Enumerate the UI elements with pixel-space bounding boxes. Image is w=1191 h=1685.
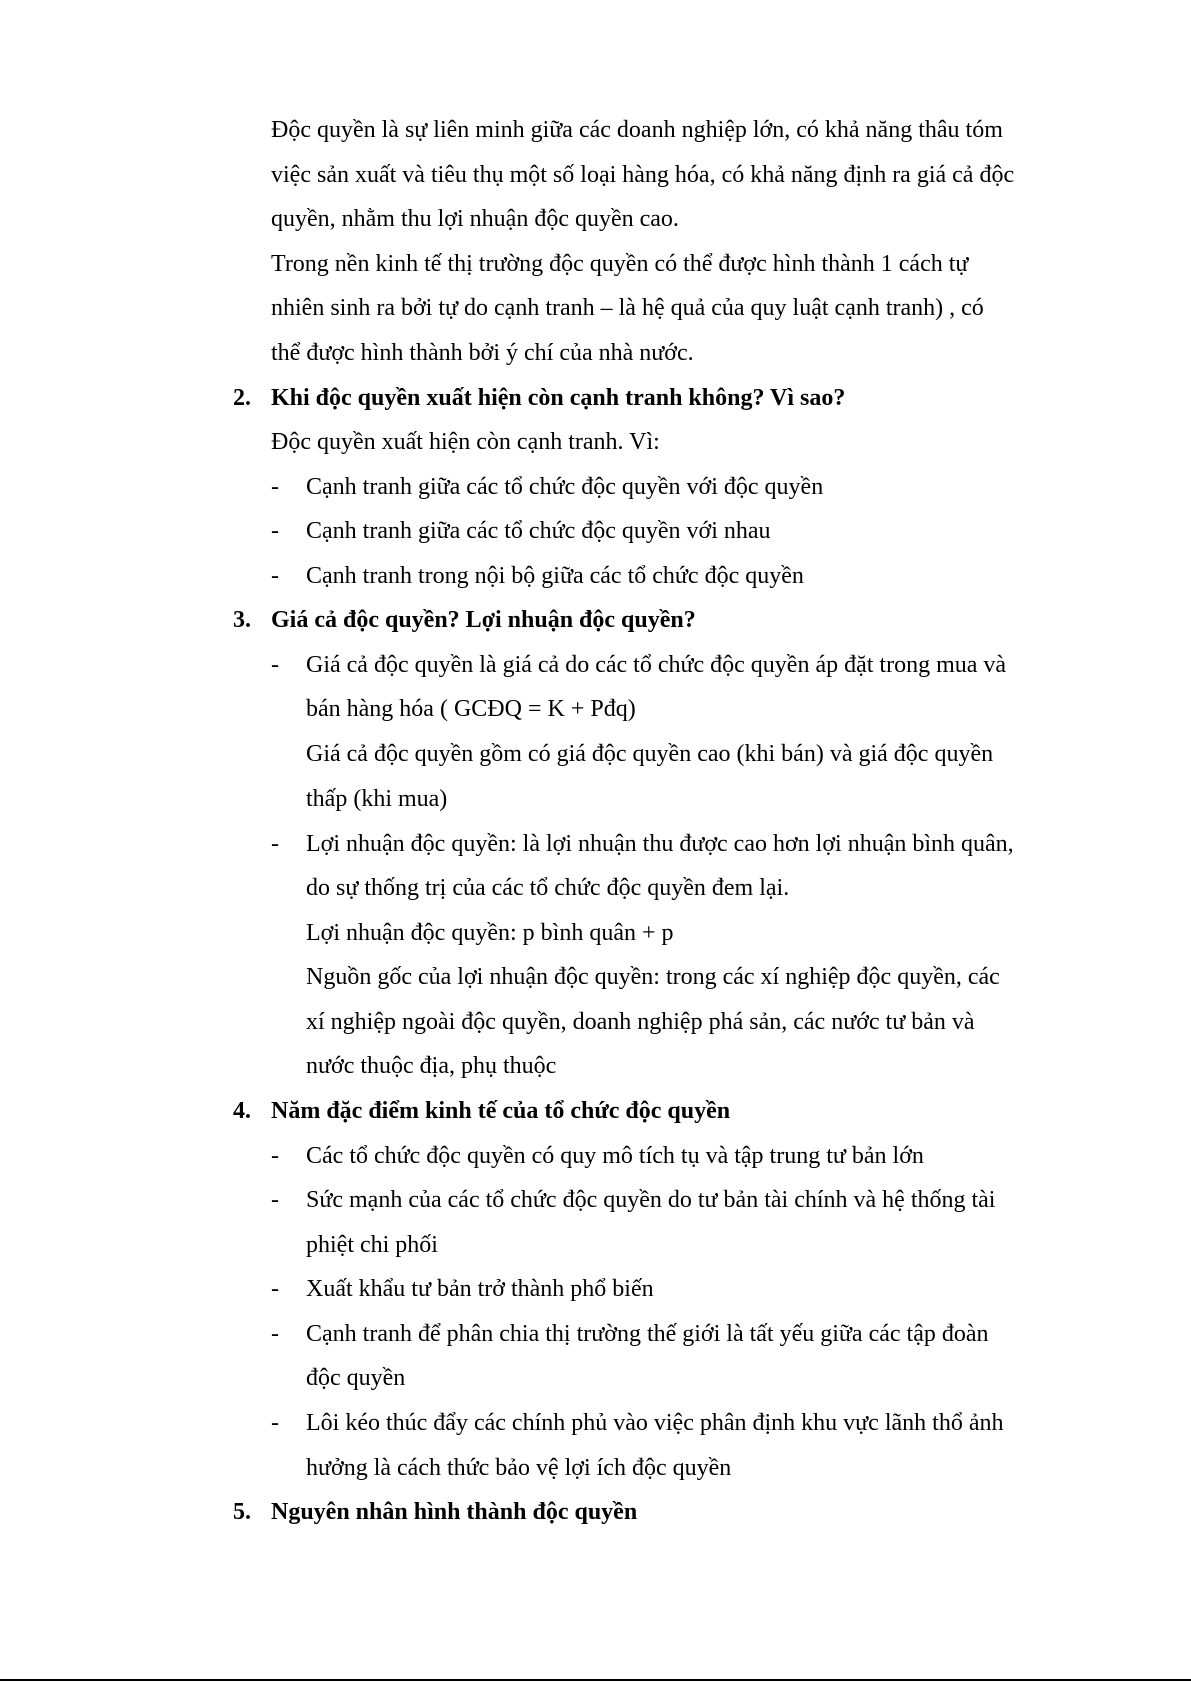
bullet-dash: -: [271, 1143, 279, 1169]
bullet-dash: -: [271, 1187, 279, 1213]
section-4-bullet-4-line-2: độc quyền: [306, 1365, 406, 1391]
section-4-bullet-1: Các tổ chức độc quyền có quy mô tích tụ và tập trung tư bản lớn: [306, 1143, 924, 1169]
section-3-bullet-2-line-4: Nguồn gốc của lợi nhuận độc quyền: trong các xí nghiệp độc quyền, các: [306, 964, 1000, 990]
section-4-bullet-4-line-1: Cạnh tranh để phân chia thị trường thế giới là tất yếu giữa các tập đoàn: [306, 1321, 989, 1347]
section-2-lead: Độc quyền xuất hiện còn cạnh tranh. Vì:: [271, 429, 660, 455]
section-4-bullet-5-line-2: hưởng là cách thức bảo vệ lợi ích độc quyền: [306, 1455, 732, 1481]
bullet-dash: -: [271, 1276, 279, 1302]
section-3-title: Giá cả độc quyền? Lợi nhuận độc quyền?: [271, 607, 696, 633]
section-4-bullet-2-line-1: Sức mạnh của các tổ chức độc quyền do tư bản tài chính và hệ thống tài: [306, 1187, 996, 1213]
section-3-bullet-2-line-2: do sự thống trị của các tổ chức độc quyền đem lại.: [306, 875, 790, 901]
section-2-bullet-2: Cạnh tranh giữa các tổ chức độc quyền với nhau: [306, 518, 771, 544]
section-3-bullet-2-line-5: xí nghiệp ngoài độc quyền, doanh nghiệp phá sản, các nước tư bản và: [306, 1009, 975, 1035]
section-3-bullet-2-line-1: Lợi nhuận độc quyền: là lợi nhuận thu được cao hơn lợi nhuận bình quân,: [306, 831, 1014, 857]
bullet-dash: -: [271, 474, 279, 500]
section-5-title: Nguyên nhân hình thành độc quyền: [271, 1499, 638, 1525]
section-4-bullet-3: Xuất khẩu tư bản trở thành phổ biến: [306, 1276, 654, 1302]
page-bottom-rule: [0, 1679, 1191, 1681]
section-4-bullet-2-line-2: phiệt chi phối: [306, 1232, 438, 1258]
bullet-dash: -: [271, 1321, 279, 1347]
section-5-number: 5.: [233, 1499, 251, 1525]
section-2-bullet-1: Cạnh tranh giữa các tổ chức độc quyền với độc quyền: [306, 474, 824, 500]
section-3-bullet-2-line-3: Lợi nhuận độc quyền: p bình quân + p: [306, 920, 674, 946]
intro-p1-line-1: Độc quyền là sự liên minh giữa các doanh nghiệp lớn, có khả năng thâu tóm: [271, 117, 1003, 143]
section-2-bullet-3: Cạnh tranh trong nội bộ giữa các tổ chức độc quyền: [306, 563, 804, 589]
bullet-dash: -: [271, 652, 279, 678]
bullet-dash: -: [271, 563, 279, 589]
section-3-bullet-1-line-4: thấp (khi mua): [306, 786, 448, 812]
section-3-number: 3.: [233, 607, 251, 633]
section-3-bullet-1-line-3: Giá cả độc quyền gồm có giá độc quyền cao (khi bán) và giá độc quyền: [306, 741, 994, 767]
section-2-title: Khi độc quyền xuất hiện còn cạnh tranh không? Vì sao?: [271, 385, 846, 411]
section-4-title: Năm đặc điểm kinh tế của tổ chức độc quyền: [271, 1098, 731, 1124]
section-3-bullet-1-line-2: bán hàng hóa ( GCĐQ = K + Pđq): [306, 696, 636, 722]
section-4-number: 4.: [233, 1098, 251, 1124]
intro-p2-line-2: nhiên sinh ra bởi tự do cạnh tranh – là hệ quả của quy luật cạnh tranh) , có: [271, 295, 984, 321]
bullet-dash: -: [271, 1410, 279, 1436]
bullet-dash: -: [271, 831, 279, 857]
bullet-dash: -: [271, 518, 279, 544]
section-4-bullet-5-line-1: Lôi kéo thúc đẩy các chính phủ vào việc phân định khu vực lãnh thổ ảnh: [306, 1410, 1004, 1436]
intro-p1-line-3: quyền, nhằm thu lợi nhuận độc quyền cao.: [271, 206, 679, 232]
intro-p2-line-3: thể được hình thành bởi ý chí của nhà nước.: [271, 340, 694, 366]
section-3-bullet-2-line-6: nước thuộc địa, phụ thuộc: [306, 1053, 557, 1079]
section-3-bullet-1-line-1: Giá cả độc quyền là giá cả do các tổ chức độc quyền áp đặt trong mua và: [306, 652, 1007, 678]
section-2-number: 2.: [233, 385, 251, 411]
intro-p2-line-1: Trong nền kinh tế thị trường độc quyền có thể được hình thành 1 cách tự: [271, 251, 969, 277]
intro-p1-line-2: việc sản xuất và tiêu thụ một số loại hàng hóa, có khả năng định ra giá cả độc: [271, 162, 1015, 188]
